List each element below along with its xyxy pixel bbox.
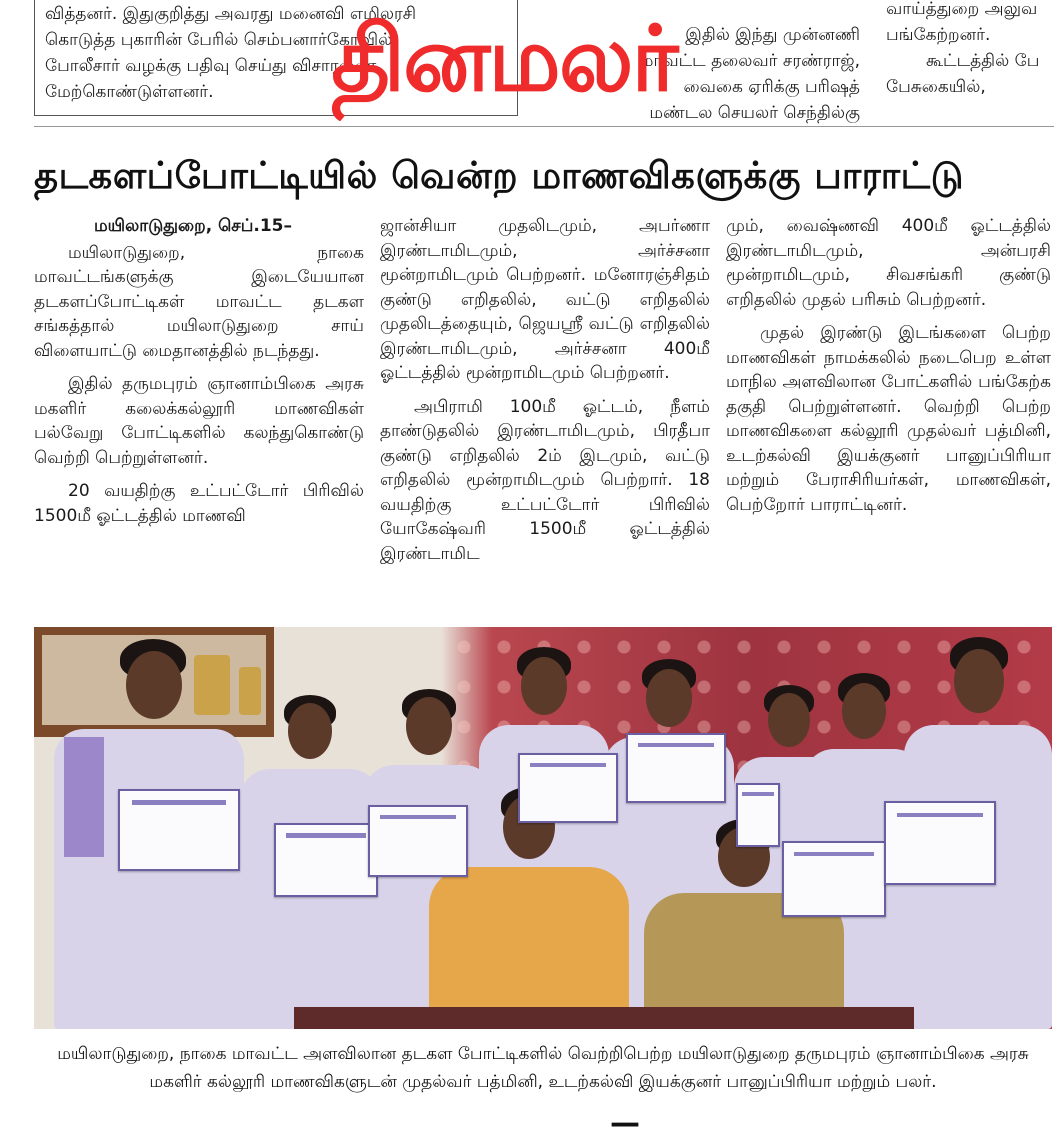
certificate [118, 789, 240, 871]
prev-mid-line: இதில் இந்து முன்னணி [685, 25, 860, 45]
uniform-sash [64, 737, 104, 857]
prev-right-line: வாய்த்துறை அலுவ [886, 0, 1038, 19]
certificate [518, 753, 618, 823]
prev-line: கொடுத்த புகாரின் பேரில் செம்பனார்கோவில் [45, 30, 393, 50]
prev-mid-line: வைகை ஏரிக்கு பரிஷத் [683, 77, 860, 97]
article-headline: தடகளப்போட்டியில் வென்ற மாணவிகளுக்கு பாராட்டு [34, 154, 965, 197]
face [288, 703, 332, 759]
previous-article-strip [0, 0, 1064, 124]
face [126, 651, 182, 719]
prev-mid-line: மாவட்ட தலைவர் சரண்ராஜ், [639, 51, 860, 71]
photo-caption: மயிலாடுதுறை, நாகை மாவட்ட அளவிலான தடகள போட்டிகளில் வெற்றிபெற்ற மயிலாடுதுறை தருமபுரம் ஞானாம்பிகை அரசு மகளிர் கல்லூரி மாணவிகளுடன் முதல்வர் பத்மினி, உடற்கல்வி இயக்குனர் பானுப்பிரியா மற்றும் பலர். [57, 1044, 1029, 1092]
certificate [626, 733, 726, 803]
certificate [274, 823, 378, 897]
table [294, 1007, 914, 1029]
certificate [884, 801, 996, 885]
paragraph: முதல் இரண்டு இடங்களை பெற்ற மாணவிகள் நாமக்கலில் நடைபெற உள்ள மாநில அளவிலான போட்களில் பங்கேற்க தகுதி பெற்றுள்ளனர். வெற்றி பெற்ற மாணவிகளை கல்லூரி முதல்வர் பத்மினி, உடற்கல்வி இயக்குனர் பானுப்பிரியா மற்றும் பேராசிரியர்கள், மாணவிகள், பெற்றோர் பாராட்டினர். [726, 323, 1051, 515]
face [842, 683, 886, 739]
prev-right-line: பங்கேற்றனர். [886, 25, 991, 45]
section-divider [34, 126, 1054, 127]
article-column-3 [726, 214, 1051, 526]
face [954, 649, 1004, 713]
uniform [240, 769, 380, 1029]
dinamalar-masthead-logo: தினமலர் [331, 7, 677, 112]
face [521, 657, 567, 715]
dateline: மயிலாடுதுறை, செப்.15– [94, 216, 292, 236]
paragraph: மயிலாடுதுறை, நாகை மாவட்டங்களுக்கு இடையேயான தடகளப்போட்டிகள் மாவட்ட தடகள சங்கத்தால் மயிலாடுதுறை சாய் விளையாட்டு மைதானத்தில் நடந்தது. [34, 242, 364, 361]
face [646, 669, 692, 727]
face [406, 697, 452, 755]
prev-right-line: பேசுகையில், [886, 77, 986, 97]
certificate [368, 805, 468, 877]
article-column-2 [380, 214, 710, 575]
previous-right-column [886, 0, 1064, 100]
paragraph: மும், வைஷ்ணவி 400மீ ஓட்டத்தில் இரண்டாமிடமும், அன்பரசி மூன்றாமிடமும், சிவசங்கரி குண்டு எறிதலில் முதல் பரிசும் பெற்றனர். [726, 216, 1051, 310]
next-headline-fragment: — [610, 1106, 640, 1141]
prev-mid-line: மண்டல செயலர் செந்தில்கு [649, 103, 860, 123]
prev-right-line: கூட்டத்தில் பே [926, 51, 1040, 71]
prev-line: மேற்கொண்டுள்ளனர். [45, 82, 214, 102]
article-column-1 [34, 214, 364, 537]
paragraph: ஜான்சியா முதலிடமும், அபர்ணா இரண்டாமிடமும், அர்ச்சனா மூன்றாமிடமும் பெற்றனர். மனோரஞ்சிதம் குண்டு எறிதலில், வட்டு எறிதலில் முதலிடத்தையும், ஜெயஸ்ரீ வட்டு எறிதலில் இரண்டாமிடமும், அர்ச்சனா 400மீ ஓட்டத்தில் மூன்றாமிடமும் பெற்றனர். [380, 216, 710, 383]
group-photo [34, 627, 1052, 1029]
paragraph: அபிராமி 100மீ ஓட்டம், நீளம் தாண்டுதலில் இரண்டாமிடமும், பிரதீபா குண்டு எறிதலில் 2ம் இடமும், வட்டு எறிதலில் மூன்றாமிடமும் பெற்றார். 18 வயதிற்கு உட்பட்டோர் பிரிவில் யோகேஷ்வரி 1500மீ ஓட்டத்தில் இரண்டாமிட [380, 396, 710, 564]
saree [429, 867, 629, 1029]
certificate [736, 783, 780, 847]
prev-line: வித்தனர். இதுகுறித்து அவரது மனைவி எழிலரசி [45, 4, 417, 24]
paragraph: 20 வயதிற்கு உட்பட்டோர் பிரிவில் 1500மீ ஓட்டத்தில் மாணவி [34, 481, 364, 526]
prev-line: போலீசார் வழக்கு பதிவு செய்து விசாரணை [45, 56, 377, 76]
paragraph: இதில் தருமபுரம் ஞானாம்பிகை அரசு மகளிர் கலைக்கல்லூரி மாணவிகள் பல்வேறு போட்டிகளில் கலந்துகொண்டு வெற்றி பெற்றுள்ளனர். [34, 374, 364, 468]
certificate [782, 841, 886, 917]
